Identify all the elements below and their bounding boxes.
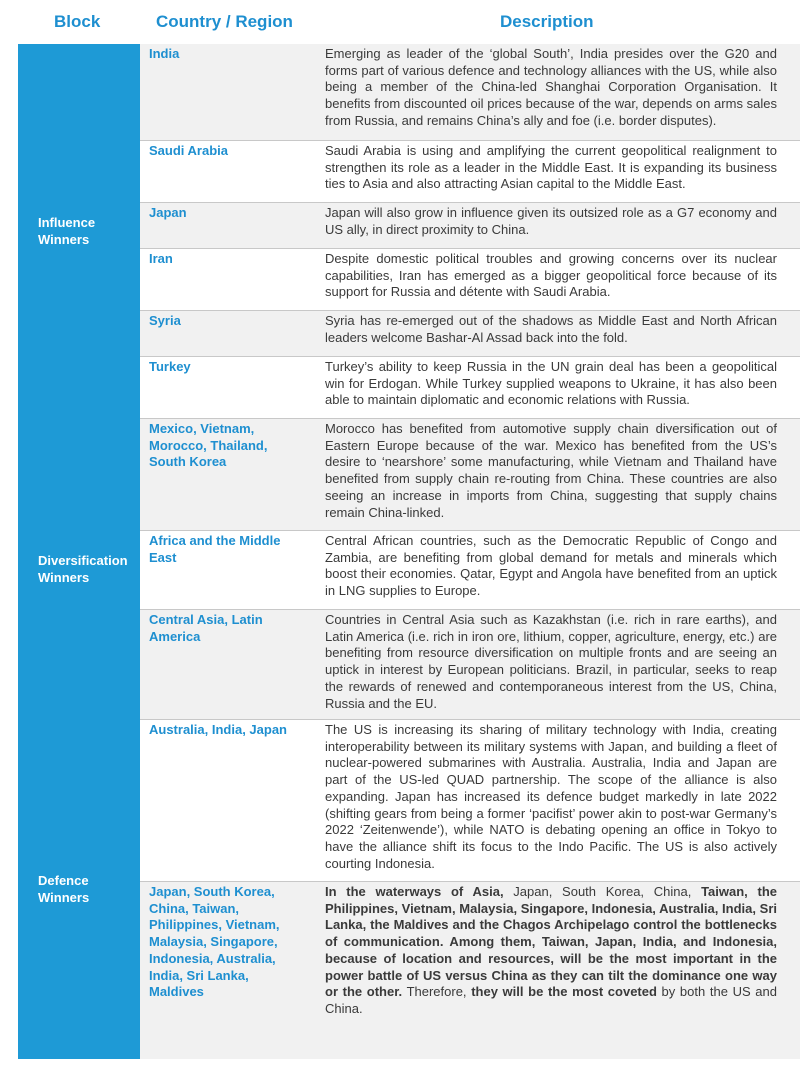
table-row bbox=[140, 610, 800, 720]
block-influence-winners bbox=[18, 44, 140, 419]
table-header bbox=[0, 0, 800, 44]
description-cell bbox=[325, 884, 777, 1018]
description-cell: Countries in Central Asia such as Kazakhstan (i.e. rich in rare earths), and Latin America (i.e. rich in iron ore, lithium, copper, agriculture, energy, etc.) are benefiting from resource diversification on multiple fronts and are seeing an uptick in interest by European politicians. Brazil, in particular, seeks to reap the rewards of renewed and contemporaneous interest from the US, China, Russia and the EU. bbox=[325, 612, 777, 711]
table-row bbox=[140, 531, 800, 610]
block-defence-winners bbox=[18, 720, 140, 1059]
block-label: Diversification Winners bbox=[38, 553, 128, 585]
country-cell: India bbox=[149, 46, 180, 61]
country-cell: Australia, India, Japan bbox=[149, 722, 287, 737]
table-row bbox=[140, 882, 800, 1059]
description-cell: Japan will also grow in influence given its outsized role as a G7 economy and US ally, in direct proximity to China. bbox=[325, 205, 777, 237]
country-cell: Africa and the Middle East bbox=[149, 533, 281, 565]
desc-bold-2: Taiwan, the Philippines, Vietnam, Malaysia, Singapore, Indonesia, Australia, India, Sri Lanka, the Maldives and the Chagos Archipelago control the bottlenecks of communication. Among them, Taiwan, Japan, India, and Indonesia, because of location and resources, will be the most important in the power battle of US versus China as they can tilt the dominance one way or the other. bbox=[325, 884, 777, 1000]
description-cell: Despite domestic political troubles and growing concerns over its nuclear capabilities, Iran has emerged as a bigger geopolitical force because of its support for Russia and détente with Saudi Arabia. bbox=[325, 251, 777, 300]
table-row bbox=[140, 720, 800, 882]
country-cell: Saudi Arabia bbox=[149, 143, 228, 158]
country-cell: Mexico, Vietnam, Morocco, Thailand, South Korea bbox=[149, 421, 268, 470]
description-cell: Turkey’s ability to keep Russia in the UN grain deal has been a geopolitical win for Erdogan. While Turkey supplied weapons to Ukraine, it has also been able to maintain diplomatic and economic relations with Russia. bbox=[325, 359, 777, 408]
block-label: Influence Winners bbox=[38, 215, 96, 247]
country-cell: Central Asia, Latin America bbox=[149, 612, 263, 644]
table-row bbox=[140, 311, 800, 357]
description-cell: Syria has re-emerged out of the shadows as Middle East and North African leaders welcome Bashar-Al Assad back into the fold. bbox=[325, 313, 777, 345]
table-row bbox=[140, 203, 800, 249]
country-cell: Iran bbox=[149, 251, 173, 266]
table-row bbox=[140, 141, 800, 203]
block-label: Defence Winners bbox=[38, 873, 90, 905]
description-cell: The US is increasing its sharing of military technology with India, creating interoperability between its military systems with Japan, and building a fleet of nuclear-powered submarines with Australia. Australia, India and Japan are part of the US-led QUAD partnership. The scope of the alliance is also expanding. Japan has increased its defence budget markedly in late 2022 (shifting gears from being a former ‘pacifist’ power akin to post-war Germany’s 2022 ‘Zeitenwende’), while NATO is debating opening an office in Tokyo to have the alliance shift its focus to the Indo Pacific. The US is also actively courting Indonesia. bbox=[325, 722, 777, 871]
header-country: Country / Region bbox=[156, 12, 293, 31]
table-row bbox=[140, 357, 800, 419]
table-row bbox=[140, 44, 800, 141]
description-cell: Saudi Arabia is using and amplifying the current geopolitical realignment to strengthen its role as a leader in the Middle East. It is expanding its business ties to Asia and also attracting Asian capital to the Middle East. bbox=[325, 143, 777, 192]
desc-plain-3: by both the US and China. bbox=[325, 984, 777, 1016]
header-block: Block bbox=[54, 12, 101, 31]
table-row bbox=[140, 419, 800, 531]
country-cell: Turkey bbox=[149, 359, 191, 374]
description-cell: Central African countries, such as the Democratic Republic of Congo and Zambia, are benefiting from global demand for metals and minerals which boost their economies. Qatar, Egypt and Angola have benefited from an uptick in LNG supplies to Europe. bbox=[325, 533, 777, 599]
description-cell: Morocco has benefited from automotive supply chain diversification out of Eastern Europe because of the war. Mexico has benefited from the US’s desire to ‘nearshore’ some manufacturing, while Vietnam and Thailand have benefited from supply chain re-routing from China. These countries are also seeing an increase in imports from China, suggesting that supply chains remain China-linked. bbox=[325, 421, 777, 520]
desc-bold-1: In the waterways of Asia, bbox=[325, 884, 504, 899]
country-cell: Japan bbox=[149, 205, 187, 220]
country-cell: Syria bbox=[149, 313, 181, 328]
desc-plain-2: Therefore, bbox=[402, 984, 472, 1000]
description-cell: Emerging as leader of the ‘global South’, India presides over the G20 and forms part of various defence and technology alliances with the US, while also being a member of the China-led Shanghai Corporation Organisation. It benefits from discounted oil prices because of the war, depends on arms sales from Russia, and remains China’s ally and foe (i.e. border disputes). bbox=[325, 46, 777, 128]
desc-plain-1: Japan, South Korea, China, bbox=[503, 884, 702, 899]
table-row bbox=[140, 249, 800, 311]
header-description: Description bbox=[500, 12, 594, 31]
block-diversification-winners bbox=[18, 419, 140, 720]
desc-bold-3: they will be the most coveted bbox=[471, 984, 657, 1000]
country-cell: Japan, South Korea, China, Taiwan, Philippines, Vietnam, Malaysia, Singapore, Indonesia, Australia, India, Sri Lanka, Maldives bbox=[149, 884, 280, 1000]
